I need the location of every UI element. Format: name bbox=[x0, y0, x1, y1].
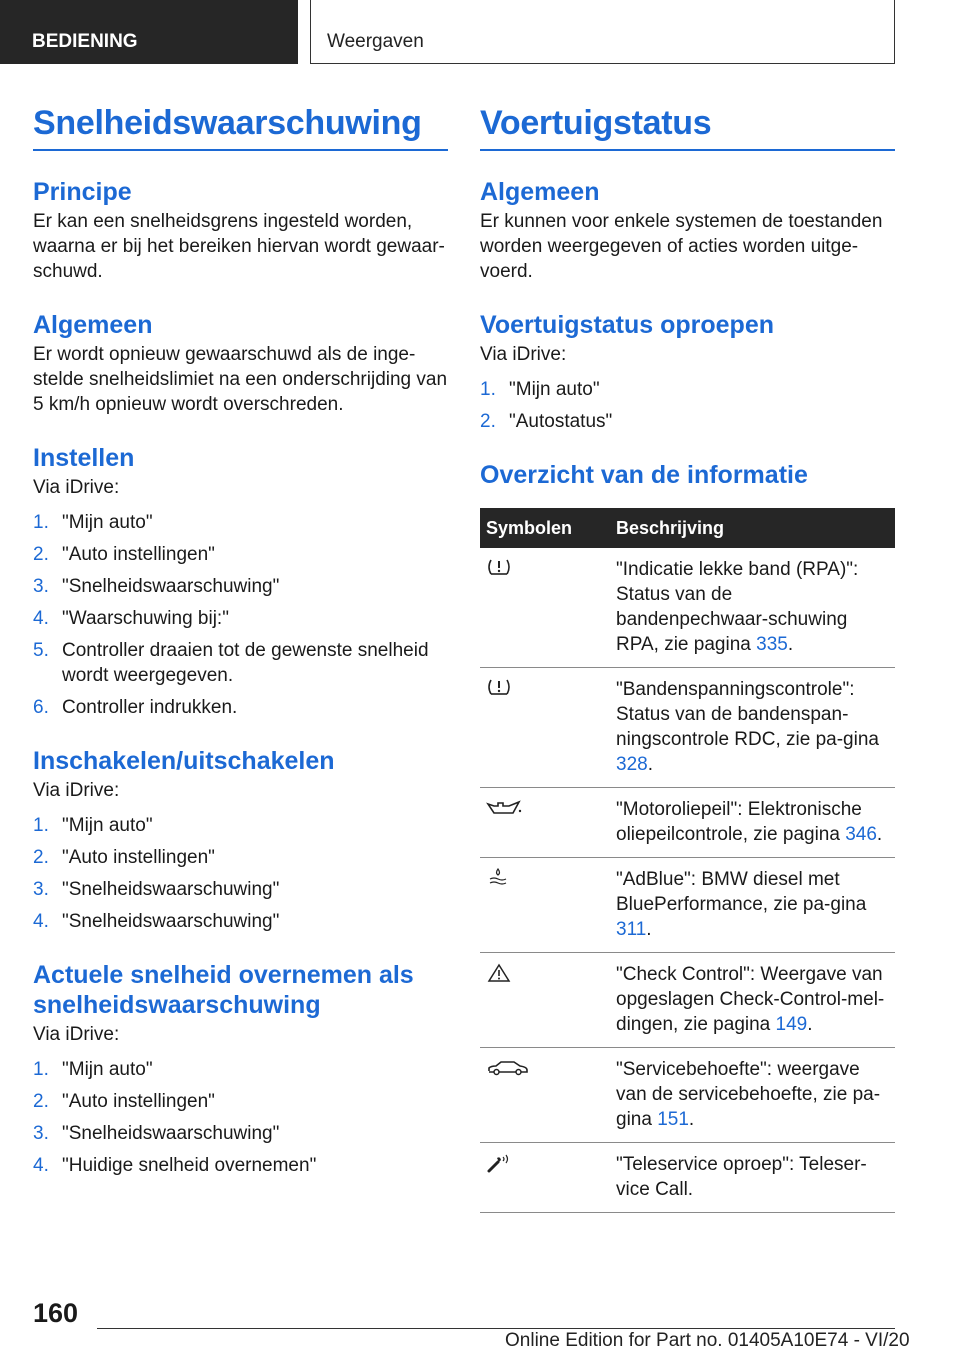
page-link[interactable]: 335 bbox=[756, 634, 788, 655]
list-item: 1. "Mijn auto" bbox=[33, 1059, 153, 1080]
list-item: 4. "Huidige snelheid overnemen" bbox=[33, 1155, 317, 1176]
section-title-snelheidswaarschuwing: Snelheidswaarschuwing bbox=[33, 104, 448, 151]
column-header-symbolen: Symbolen bbox=[480, 508, 610, 548]
page-link[interactable]: 311 bbox=[616, 919, 647, 940]
list-item: 1. "Mijn auto" bbox=[33, 512, 153, 533]
tire-pressure-icon bbox=[486, 677, 512, 699]
intro-actuele: Via iDrive: bbox=[33, 1024, 120, 1045]
footer-divider bbox=[97, 1328, 895, 1329]
left-column bbox=[33, 104, 448, 1185]
steps-inschakelen bbox=[33, 813, 448, 934]
table-row: "Check Control": Weergave van opgeslagen Check-Control-mel-dingen, zie pagina 149. bbox=[480, 953, 895, 1048]
heading-principe: Principe bbox=[33, 178, 132, 206]
list-item: 4. "Snelheidswaarschuwing" bbox=[33, 911, 280, 932]
page-link[interactable]: 328 bbox=[616, 754, 648, 775]
steps-oproepen bbox=[480, 377, 895, 434]
list-item: 2. "Auto instellingen" bbox=[33, 847, 215, 868]
footer-edition: Online Edition for Part no. 01405A10E74 - VI/20 bbox=[505, 1330, 910, 1351]
steps-actuele bbox=[33, 1057, 448, 1178]
warning-triangle-icon bbox=[486, 962, 512, 984]
list-item: 1. "Mijn auto" bbox=[480, 379, 600, 400]
section-tab bbox=[0, 0, 298, 64]
intro-inschakelen: Via iDrive: bbox=[33, 780, 120, 801]
table-row: "Motoroliepeil": Elektronische oliepeilcontrole, zie pagina 346. bbox=[480, 788, 895, 858]
wrench-call-icon bbox=[486, 1152, 512, 1174]
heading-overzicht: Overzicht van de informatie bbox=[480, 461, 808, 489]
table-row: "Teleservice oproep": Teleser-vice Call. bbox=[480, 1143, 895, 1213]
list-item: 3. "Snelheidswaarschuwing" bbox=[33, 576, 280, 597]
heading-instellen: Instellen bbox=[33, 444, 135, 472]
list-item: 1. "Mijn auto" bbox=[33, 815, 153, 836]
table-row: "Bandenspanningscontrole": Status van de bandenspan-ningscontrole RDC, zie pa-gina 328. bbox=[480, 668, 895, 788]
list-item: 5. Controller draaien tot de gewenste snelheid wordt weergegeven. bbox=[33, 640, 429, 686]
list-item: 3. "Snelheidswaarschuwing" bbox=[33, 1123, 280, 1144]
text-algemeen: Er wordt opnieuw gewaarschuwd als de inge-stelde snelheidslimiet na een onderschrijding van 5 km/h opnieuw wordt overschreden. bbox=[33, 344, 448, 415]
right-column bbox=[480, 104, 895, 1213]
oil-can-icon bbox=[486, 797, 522, 819]
list-item: 3. "Snelheidswaarschuwing" bbox=[33, 879, 280, 900]
heading-algemeen-right: Algemeen bbox=[480, 178, 600, 206]
steps-instellen bbox=[33, 510, 448, 720]
list-item: 6. Controller indrukken. bbox=[33, 697, 238, 718]
adblue-icon bbox=[486, 867, 512, 889]
tire-pressure-icon bbox=[486, 557, 512, 579]
intro-oproepen: Via iDrive: bbox=[480, 344, 567, 365]
page-link[interactable]: 346 bbox=[845, 824, 877, 845]
chapter-tab bbox=[310, 0, 895, 64]
list-item: 4. "Waarschuwing bij:" bbox=[33, 608, 229, 629]
list-item: 2. "Auto instellingen" bbox=[33, 1091, 215, 1112]
table-row: "Servicebehoefte": weergave van de servicebehoefte, zie pa-gina 151. bbox=[480, 1048, 895, 1143]
text-principe: Er kan een snelheidsgrens ingesteld worden, waarna er bij het bereiken hiervan wordt gewaar-schuwd. bbox=[33, 211, 445, 282]
heading-algemeen: Algemeen bbox=[33, 311, 153, 339]
list-item: 2. "Autostatus" bbox=[480, 411, 613, 432]
page-link[interactable]: 149 bbox=[775, 1014, 808, 1035]
intro-instellen: Via iDrive: bbox=[33, 477, 120, 498]
heading-oproepen: Voertuigstatus oproepen bbox=[480, 311, 775, 339]
page-number: 160 bbox=[33, 1298, 79, 1328]
table-row: "Indicatie lekke band (RPA)": Status van de bandenpechwaar-schuwing RPA, zie pagina 335. bbox=[480, 548, 895, 668]
heading-inschakelen: Inschakelen/uitschakelen bbox=[33, 747, 335, 775]
heading-actuele-snelheid: Actuele snelheid overnemen als snelheidswaarschuwing bbox=[33, 961, 414, 1019]
page-link[interactable]: 151 bbox=[657, 1109, 689, 1130]
info-table bbox=[480, 508, 895, 1213]
section-title-voertuigstatus: Voertuigstatus bbox=[480, 104, 895, 151]
section-label: BEDIENING bbox=[32, 31, 138, 52]
list-item: 2. "Auto instellingen" bbox=[33, 544, 215, 565]
chapter-label: Weergaven bbox=[327, 31, 424, 52]
table-row: "AdBlue": BMW diesel met BluePerformance, zie pa-gina 311. bbox=[480, 858, 895, 953]
column-header-beschrijving: Beschrijving bbox=[610, 508, 895, 548]
car-service-icon bbox=[486, 1057, 530, 1079]
text-algemeen-right: Er kunnen voor enkele systemen de toestanden worden weergegeven of acties worden uitge-voerd. bbox=[480, 211, 883, 282]
